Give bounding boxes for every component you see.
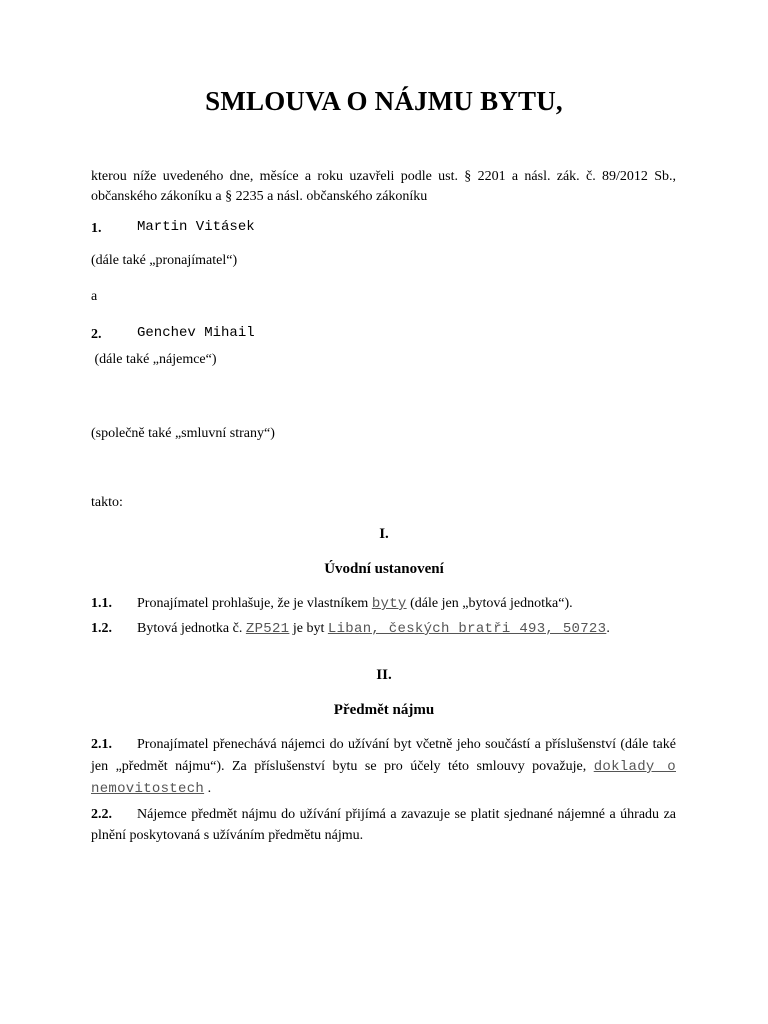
clause-number: 2.2. [91, 807, 112, 822]
conjunction: a [91, 289, 98, 304]
section2-heading: Předmět nájmu [333, 702, 435, 718]
party2-role: (dále také „nájemce“) [91, 352, 217, 367]
together-text: (společně také „smluvní strany“) [91, 426, 275, 441]
section1-numeral: I. [379, 526, 389, 542]
form-field-value[interactable]: ZP521 [245, 621, 290, 637]
clause-number: 2.1. [91, 737, 112, 752]
clause-text: je byt [289, 621, 328, 636]
party1-number: 1. [91, 221, 102, 236]
form-field-value[interactable]: doklady o nemovitostech [91, 759, 676, 797]
intro-text: kterou níže uvedeného dne, měsíce a roku uzavřeli podle ust. § 2201 a násl. zák. č. 89/2012 Sb., občanského zákoníku a § 2235 a násl. občanského zákoníku [91, 169, 676, 204]
clause-1-2 [91, 618, 676, 640]
clause-text: . [204, 781, 212, 796]
clause-1-1 [91, 593, 676, 615]
party1-name: Martin Vitásek [137, 219, 255, 235]
form-field-value[interactable]: byty [371, 596, 407, 612]
clause-2-1 [91, 734, 676, 800]
clause-text: Pronajímatel přenechává nájemci do užívání byt včetně jeho součástí a příslušenství (dále také jen „předmět nájmu“). Za příslušenství bytu se pro účely této smlouvy považuje, [91, 737, 676, 774]
clause-2-2 [91, 804, 676, 846]
clause-number: 1.2. [91, 621, 112, 636]
document-title: SMLOUVA O NÁJMU BYTU, [205, 86, 563, 116]
section1-heading: Úvodní ustanovení [324, 561, 444, 577]
clause-text: (dále jen „bytová jednotka“). [406, 596, 573, 611]
form-field-value[interactable]: Liban, českých bratři 493, 50723 [327, 621, 607, 637]
party2-name: Genchev Mihail [137, 325, 255, 341]
clause-number: 1.1. [91, 596, 112, 611]
takto-text: takto: [91, 495, 123, 510]
party1-row [91, 219, 255, 237]
clause-text: Nájemce předmět nájmu do užívání přijímá a zavazuje se platit sjednané nájemné a úhradu za plnění poskytovaná s užíváním předmětu nájmu. [91, 807, 676, 843]
party2-number: 2. [91, 327, 102, 342]
clause-text: Pronajímatel prohlašuje, že je vlastníkem [137, 596, 372, 611]
party2-row [91, 325, 255, 343]
party1-role: (dále také „pronajímatel“) [91, 253, 238, 268]
clause-text: . [606, 621, 610, 636]
section2-numeral: II. [376, 667, 392, 683]
clause-text: Bytová jednotka č. [137, 621, 246, 636]
